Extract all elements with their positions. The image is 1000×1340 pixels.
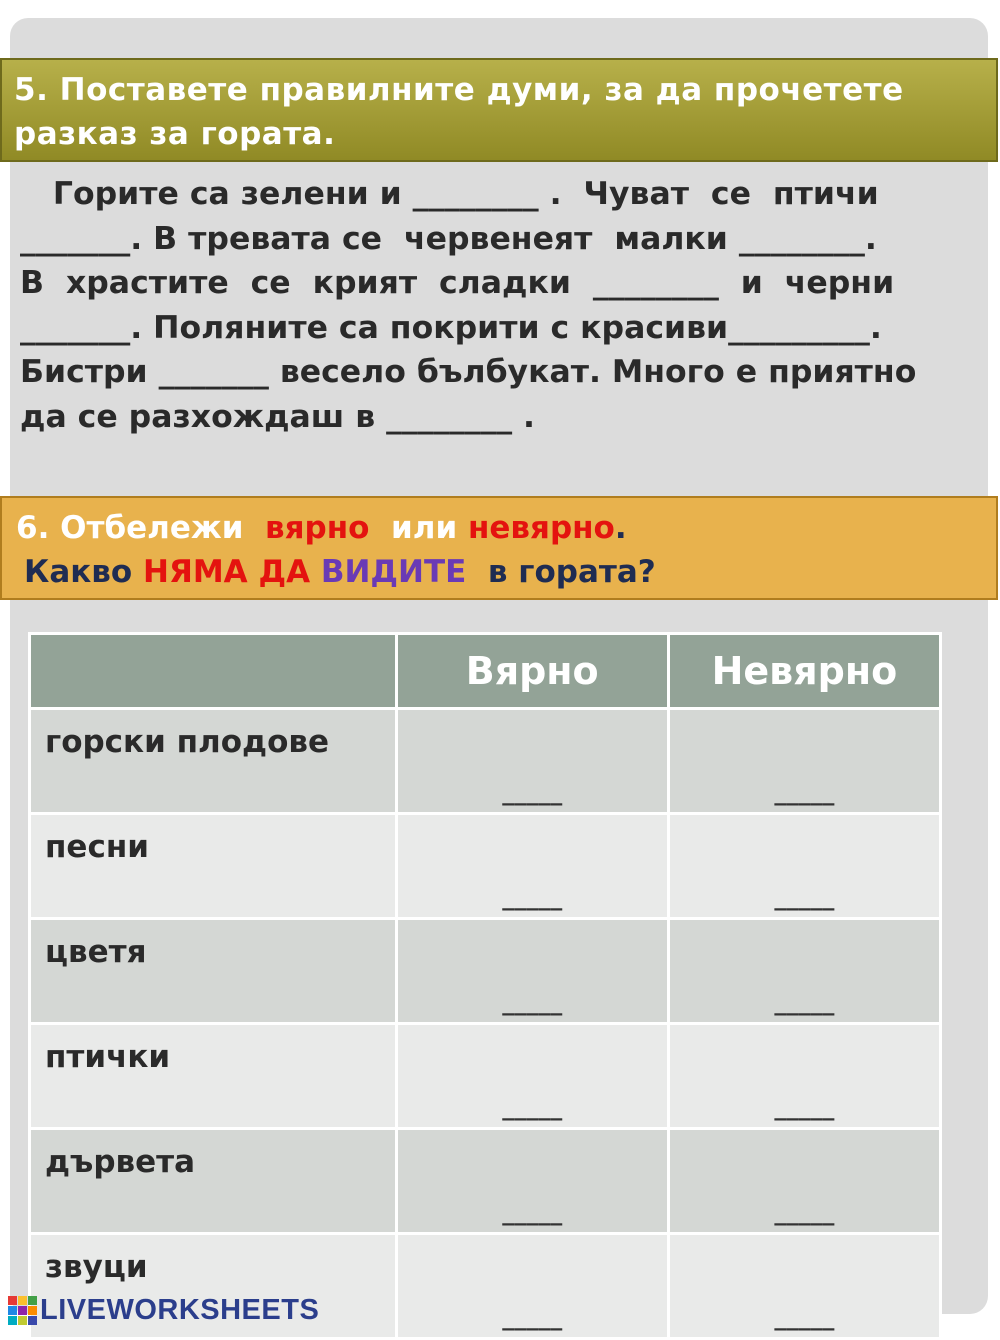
answer-blank[interactable]: _____ [774, 988, 835, 1016]
false-answer-cell[interactable] [668, 814, 940, 919]
true-answer-cell[interactable] [396, 1234, 668, 1339]
answer-blank[interactable]: _____ [502, 883, 563, 911]
story-line: да се разхождаш в ________ . [20, 398, 536, 435]
answer-blank[interactable]: _____ [774, 883, 835, 911]
header-true: Вярно [396, 634, 668, 709]
task6-title-line1: 6. Отбележи вярно или невярно. [16, 510, 627, 546]
task6-title-line2: Какво НЯМА ДА ВИДИТЕ в гората? [24, 554, 656, 590]
answer-blank[interactable]: _____ [774, 778, 835, 806]
liveworksheets-logo[interactable] [8, 1294, 319, 1327]
answer-blank[interactable]: _____ [502, 1303, 563, 1331]
false-answer-cell[interactable] [668, 1024, 940, 1129]
answer-blank[interactable]: _____ [502, 1198, 563, 1226]
row-label: песни [30, 814, 397, 919]
task5-story [20, 172, 980, 439]
true-answer-cell[interactable] [396, 814, 668, 919]
false-answer-cell[interactable] [668, 1234, 940, 1339]
task5-title: 5. Поставете правилните думи, за да прочетете разказ за гората. [14, 72, 904, 152]
row-label: цветя [30, 919, 397, 1024]
false-answer-cell[interactable] [668, 709, 940, 814]
row-label: горски плодове [30, 709, 397, 814]
table-row [30, 709, 941, 814]
answer-blank[interactable]: _____ [774, 1093, 835, 1121]
story-line: _______. В тревата се червенеят малки ________. [20, 220, 877, 257]
table-row [30, 1129, 941, 1234]
header-empty [30, 634, 397, 709]
true-false-table [28, 632, 942, 1340]
table-row [30, 814, 941, 919]
story-line: Горите са зелени и ________ . Чуват се птичи [20, 176, 879, 212]
header-false: Невярно [668, 634, 940, 709]
logo-text: LIVEWORKSHEETS [40, 1294, 320, 1326]
table-row [30, 1024, 941, 1129]
story-line: Бистри _______ весело бълбукат. Много е приятно [20, 354, 917, 390]
answer-blank[interactable]: _____ [774, 1198, 835, 1226]
table-row [30, 919, 941, 1024]
true-answer-cell[interactable] [396, 1024, 668, 1129]
row-label: звуци [30, 1234, 397, 1339]
row-label: птички [30, 1024, 397, 1129]
answer-blank[interactable]: _____ [502, 988, 563, 1016]
answer-blank[interactable]: _____ [502, 778, 563, 806]
false-answer-cell[interactable] [668, 1129, 940, 1234]
liveworksheets-logo-icon [8, 1296, 37, 1325]
table-header-row [30, 634, 941, 709]
true-answer-cell[interactable] [396, 1129, 668, 1234]
true-answer-cell[interactable] [396, 919, 668, 1024]
story-line: _______. Поляните са покрити с красиви_________. [20, 309, 882, 346]
false-answer-cell[interactable] [668, 919, 940, 1024]
story-line: В храстите се крият сладки ________ и черни [20, 265, 895, 301]
true-answer-cell[interactable] [396, 709, 668, 814]
task5-banner [0, 58, 998, 162]
answer-blank[interactable]: _____ [502, 1093, 563, 1121]
row-label: дървета [30, 1129, 397, 1234]
task6-banner [0, 496, 998, 600]
answer-blank[interactable]: _____ [774, 1303, 835, 1331]
